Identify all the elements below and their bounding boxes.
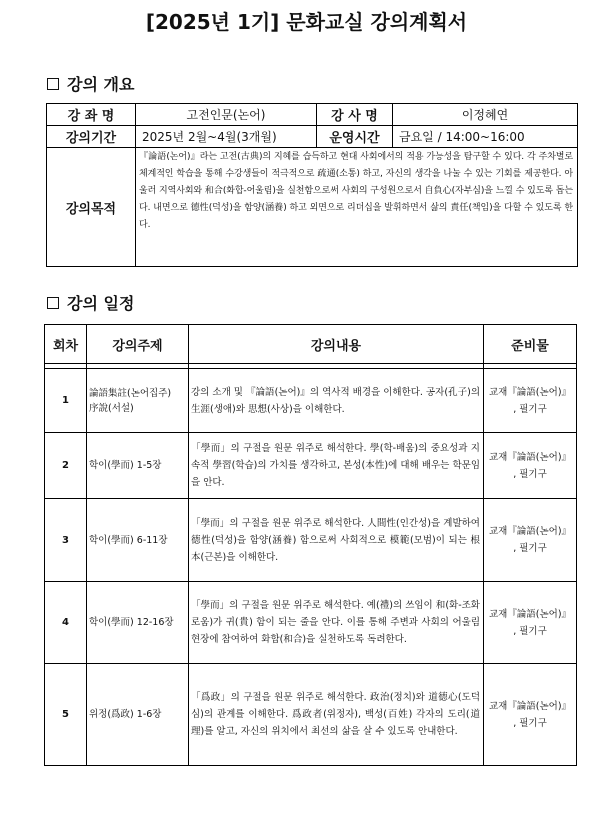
session-materials <box>484 369 577 433</box>
column-header-content: 강의내용 <box>189 325 484 364</box>
session-number: 3 <box>45 499 87 582</box>
course-name-value: 고전인문(논어) <box>136 104 317 126</box>
table-row <box>45 664 577 766</box>
overview-heading-text: 강의 개요 <box>67 75 135 94</box>
overview-row-period <box>47 126 578 148</box>
operating-time-label: 운영시간 <box>317 126 393 148</box>
schedule-heading <box>47 291 134 314</box>
checkbox-square-icon <box>47 297 59 309</box>
overview-table <box>46 103 578 267</box>
column-header-session: 회차 <box>45 325 87 364</box>
instructor-label: 강 사 명 <box>317 104 393 126</box>
session-content: 「學而」의 구절을 원문 위주로 해석한다. 人間性(인간성)을 계발하여 德性(덕성)을 함양(涵養) 함으로써 사회적으로 模範(모범)이 되는 根本(근본)을 이해한다. <box>189 499 484 582</box>
session-content: 강의 소개 및 『論語(논어)』의 역사적 배경을 이해한다. 공자(孔子)의 生涯(생애)와 思想(사상)을 이해한다. <box>189 369 484 433</box>
materials-line: 교재『論語(논어)』 <box>488 451 572 463</box>
materials-line: , 필기구 <box>513 717 547 729</box>
period-value: 2025년 2월~4월(3개월) <box>136 126 317 148</box>
schedule-table <box>44 324 577 766</box>
session-number: 4 <box>45 582 87 664</box>
session-topic <box>87 499 189 582</box>
session-topic <box>87 664 189 766</box>
course-name-label: 강 좌 명 <box>47 104 136 126</box>
schedule-header-row <box>45 325 577 364</box>
table-row <box>45 369 577 433</box>
overview-heading <box>47 72 134 95</box>
purpose-label: 강의목적 <box>47 148 136 267</box>
session-topic-line: 序說(서설) <box>89 402 134 414</box>
materials-line: 교재『論語(논어)』 <box>488 700 572 712</box>
operating-time-value: 금요일 / 14:00~16:00 <box>393 126 578 148</box>
session-number: 2 <box>45 433 87 499</box>
document-title: [2025년 1기] 문화교실 강의계획서 <box>145 10 468 34</box>
materials-line: , 필기구 <box>513 543 547 554</box>
session-content: 「學而」의 구절을 원문 위주로 해석한다. 예(禮)의 쓰임이 和(화-조화로움)가 귀(貴) 함이 되는 줄을 안다. 이를 통해 주변과 사회의 어울림 현장에 참여하여 화합(和合)을 실천하도록 독려한다. <box>189 582 484 664</box>
overview-row-course <box>47 104 578 126</box>
column-header-materials: 준비물 <box>484 325 577 364</box>
session-topic-line: 학이(學而) 6-11장 <box>89 534 168 546</box>
session-topic <box>87 433 189 499</box>
checkbox-square-icon <box>47 78 59 90</box>
table-row <box>45 582 577 664</box>
materials-line: 교재『論語(논어)』 <box>488 608 572 620</box>
session-number: 5 <box>45 664 87 766</box>
session-topic <box>87 582 189 664</box>
table-row <box>45 433 577 499</box>
session-topic-line: 論語集註(논어집주) <box>89 387 172 399</box>
session-materials <box>484 582 577 664</box>
schedule-heading-text: 강의 일정 <box>67 294 135 313</box>
materials-line: , 필기구 <box>513 625 547 637</box>
session-topic-line: 위정(爲政) 1-6장 <box>89 709 162 720</box>
session-content: 「學而」의 구절을 원문 위주로 해석한다. 學(학-배움)의 중요성과 지속적 學習(학습)의 가치를 생각하고, 본성(本性)에 대해 배우는 학문임을 안다. <box>189 433 484 499</box>
materials-line: 교재『論語(논어)』 <box>488 526 572 537</box>
materials-line: , 필기구 <box>513 468 547 480</box>
materials-line: , 필기구 <box>513 403 547 415</box>
instructor-value: 이정혜연 <box>393 104 578 126</box>
session-materials <box>484 499 577 582</box>
session-content: 「爲政」의 구절을 원문 위주로 해석한다. 政治(정치)와 道德心(도덕심)의 관계를 이해한다. 爲政者(위정자), 백성(百姓) 각자의 도리(道理)를 알고, 자신의 위치에서 최선의 삶을 살 수 있도록 안내한다. <box>189 664 484 766</box>
session-topic-line: 학이(學而) 1-5장 <box>89 460 162 471</box>
session-materials <box>484 664 577 766</box>
session-number: 1 <box>45 369 87 433</box>
overview-row-purpose <box>47 148 578 267</box>
materials-line: 교재『論語(논어)』 <box>488 386 572 398</box>
purpose-text: 『論語(논어)』라는 고전(古典)의 지혜를 습득하고 현대 사회에서의 적용 가능성을 탐구할 수 있다. 각 주차별로 체계적인 학습을 통해 수강생들이 적극적으로 疏通(소통) 하고, 자신의 생각을 나눌 수 있는 기회를 제공한다. 아울러 지역사회와 和合(화합-어울림)을 실천함으로써 사회의 구성원으로서 自負心(자부심)을 느낄 수 있도록 돕는다. 내면으로 德性(덕성)을 함양(涵養) 하고 외면으로 리더십을 발휘하면서 삶의 責任(책임)을 다할 수 있도록 한다. <box>136 148 578 267</box>
column-header-topic: 강의주제 <box>87 325 189 364</box>
period-label: 강의기간 <box>47 126 136 148</box>
session-topic <box>87 369 189 433</box>
session-materials <box>484 433 577 499</box>
session-topic-line: 학이(學而) 12-16장 <box>89 617 174 628</box>
table-row <box>45 499 577 582</box>
